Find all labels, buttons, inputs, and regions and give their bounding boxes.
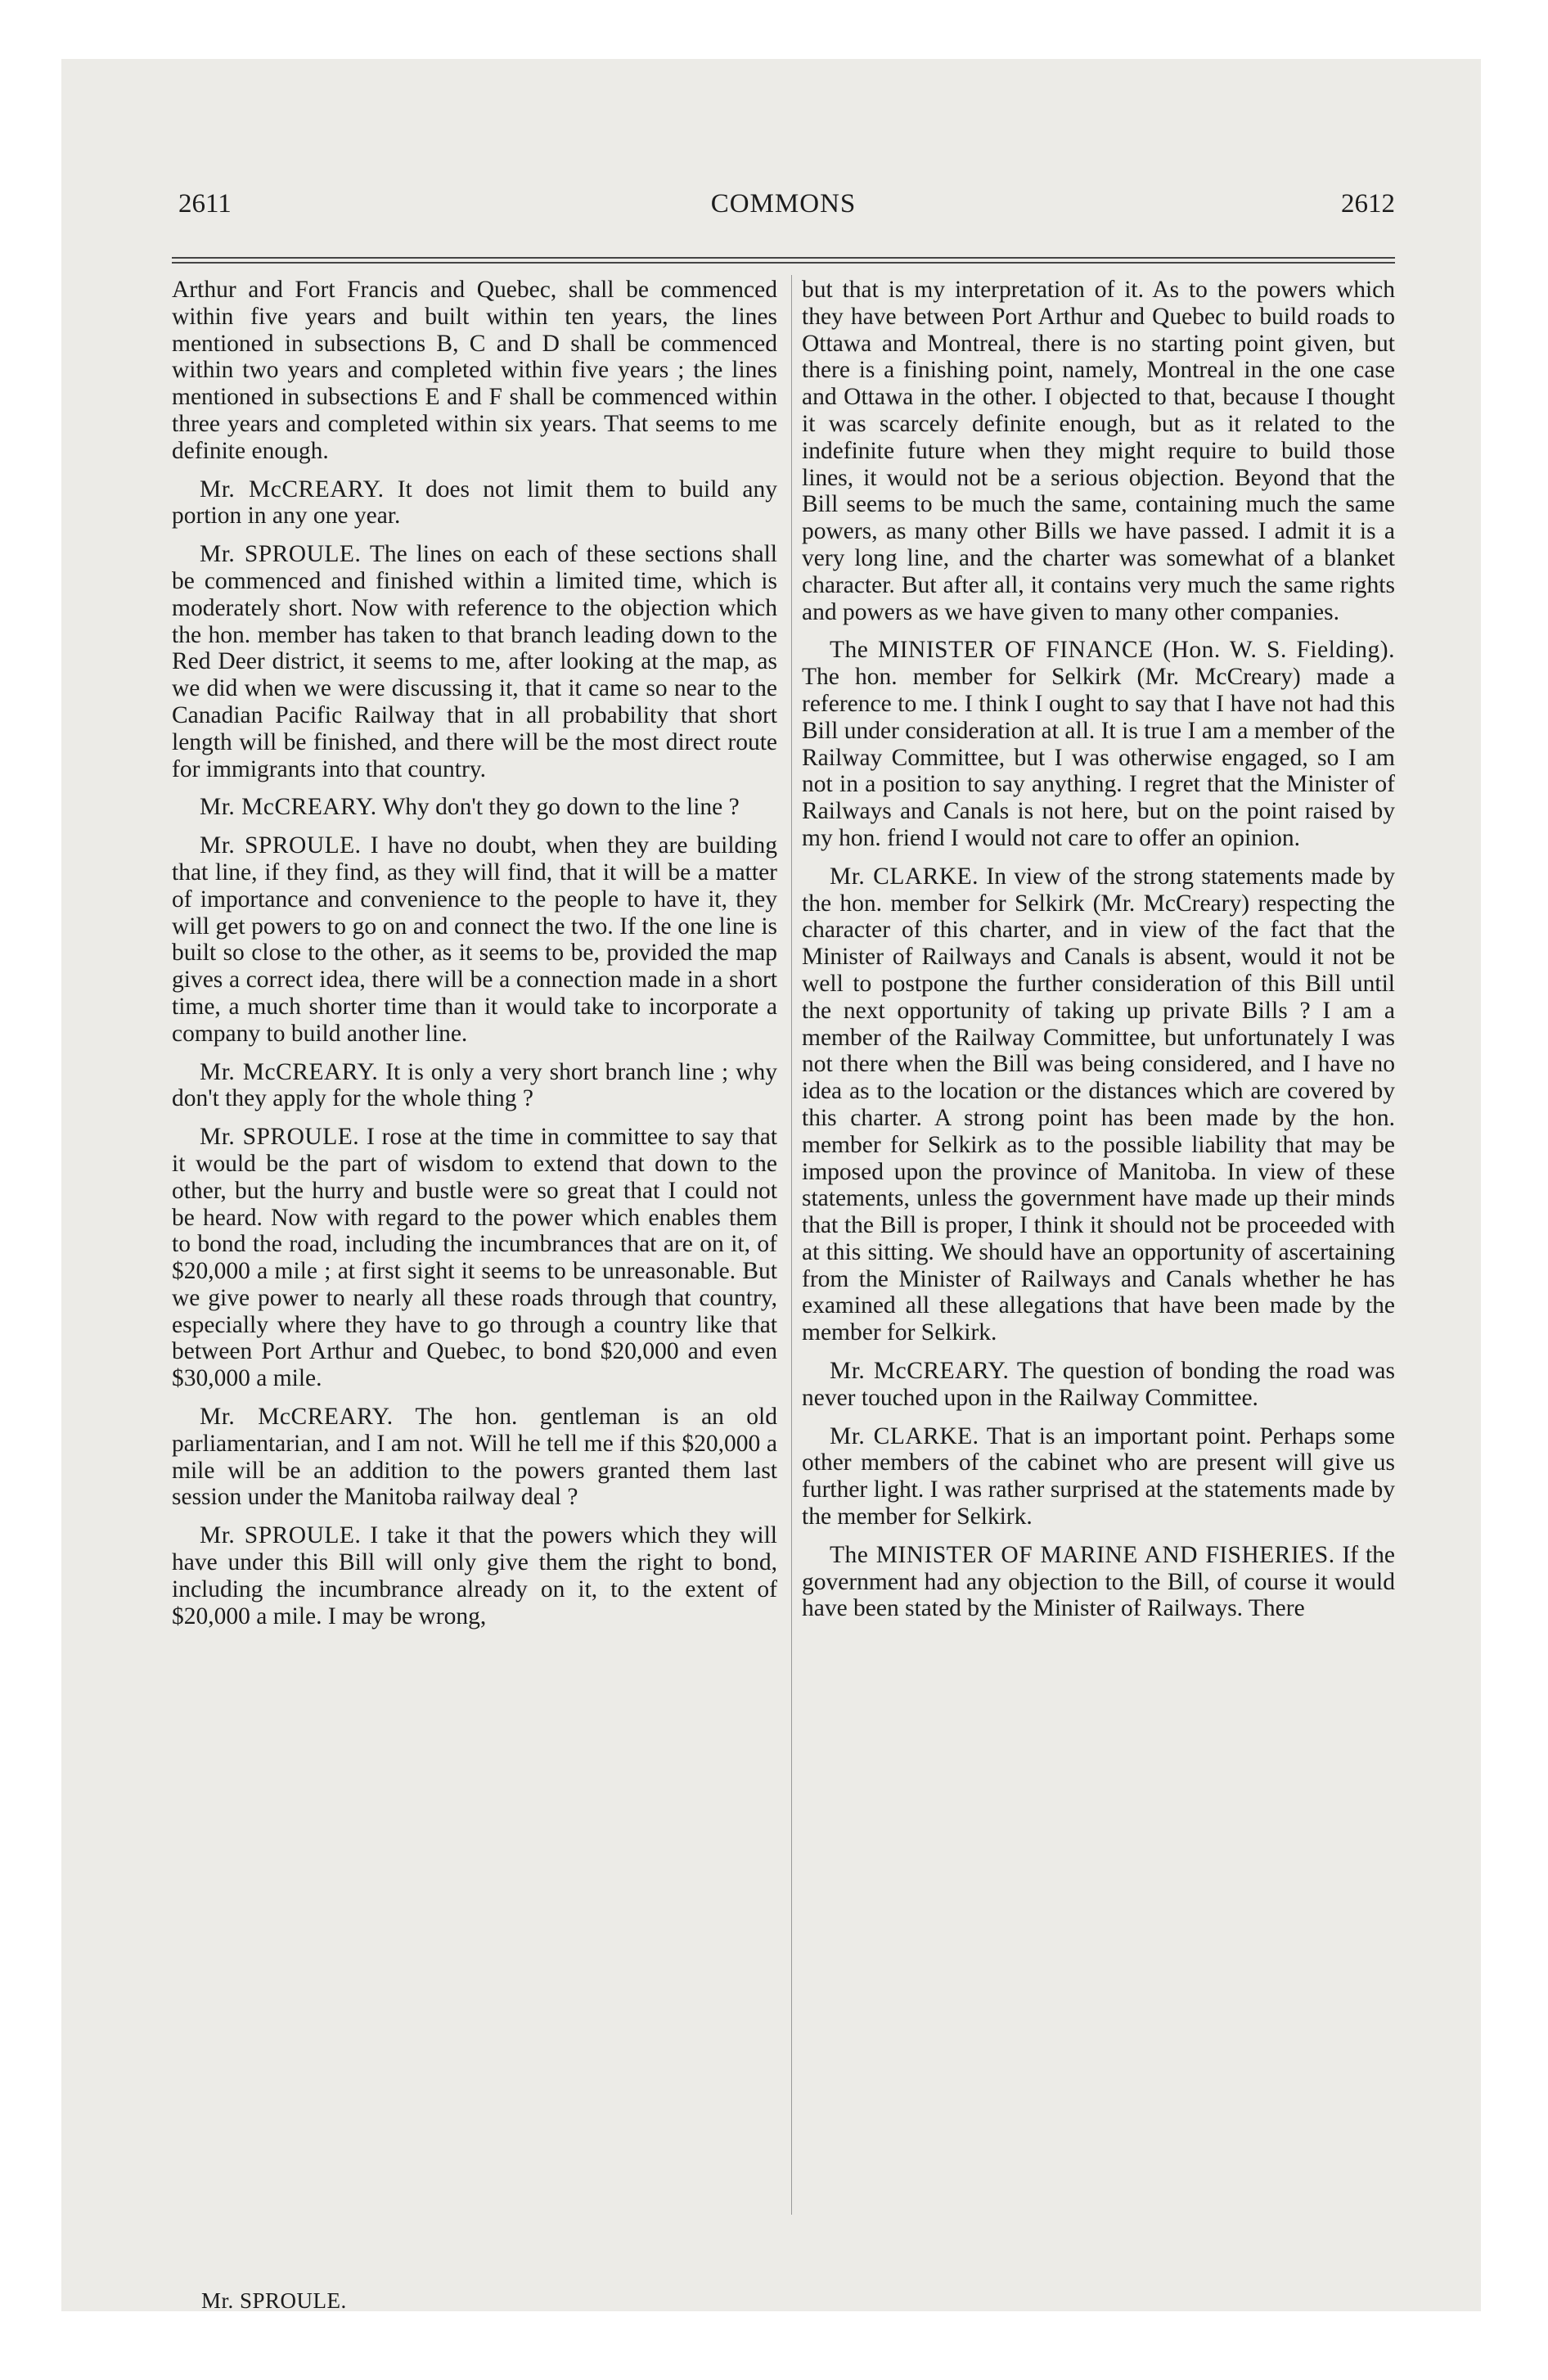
speaker-name: Mr. McCREARY. [200,1404,394,1431]
speaker-name: Mr. McCREARY. [200,794,377,821]
header-rule-top [172,257,1395,259]
paragraph [802,1358,1395,1412]
paragraph [802,1542,1395,1622]
paragraph [172,1059,777,1113]
paragraph-text: In view of the strong statements made by the hon. member for Selkirk (Mr. McCreary) respecting the character of this charter, and in view of the fact that the Minister of Railways and Canals is absent, would it not be well to postpone the further consideration of this Bill until the next opportunity of taking up private Bills ? I am a member of the Railway Committee, but unfortunately I was not there when the Bill was being considered, and I have no idea as to the location or the distances which are covered by this charter. A strong point has been made by the hon. member for Selkirk as to the possible liability that may be imposed upon the province of Manitoba. In view of these statements, unless the government have made up their minds that the Bill is proper, I think it should not be proceeded with at this sitting. We should have an opportunity of ascertaining from the Minister of Railways and Canals whether he has examined all these allegations that have been made by the member for Selkirk. [802,863,1395,1346]
speaker-name: Mr. SPROULE. [200,541,362,568]
column-divider [791,275,792,2215]
paragraph [172,277,777,465]
paragraph [172,1522,777,1629]
left-page-number: 2611 [178,189,232,219]
speaker-name: Mr. CLARKE. [830,863,979,890]
paragraph-text: but that is my interpretation of it. As to the powers which they have between Port Arthur and Quebec to build roads to Ottawa and Montreal, there is no starting point given, but there is a finishing point, namely, Montreal in the one case and Ottawa in the other. I objected to that, because I thought it was scarcely definite enough, but as it related to the indefinite future when they might require to build those lines, it would not be a serious objection. Beyond that the Bill seems to be much the same, containing much the same powers, as many other Bills we have passed. I admit it is a very long line, and the charter was somewhat of a blanket character. But after all, it contains very much the same rights and powers as we have given to many other companies. [802,277,1395,625]
hansard-page [172,185,1395,2313]
paragraph-text: The lines on each of these sections shall be commenced and finished within a limited time, which is moderately short. Now with reference to the objection which the hon. member has taken to that branch leading down to the Red Deer district, it seems to me, after looking at the map, as we did when we were discussing it, that it came so near to the Canadian Pacific Railway that in all probability that short length will be finished, and there will be the most direct route for immigrants into that country. [172,541,777,782]
paragraph-text: That is an important point. Perhaps some other members of the cabinet who are present will give us further light. I was rather surprised at the statements made by the member for Selkirk. [802,1422,1395,1530]
speaker-name: The MINISTER OF FINANCE (Hon. W. S. Fielding). [830,637,1395,664]
paragraph [802,1423,1395,1530]
paragraph-text: Why don't they go down to the line ? [382,794,740,821]
header-rule-bottom [172,262,1395,264]
paragraph [802,637,1395,851]
paragraph [172,1404,777,1511]
paragraph-text: The question of bonding the road was never touched upon in the Railway Committee. [802,1358,1395,1411]
right-page-number: 2612 [1341,189,1395,219]
speaker-name: Mr. McCREARY. [200,1058,379,1085]
paragraph-text: I have no doubt, when they are building that line, if they find, as they will find, that it will be a matter of importance and convenience to the people to have it, they will get powers to go on and connect the two. If the one line is built so close to the other, as it seems to be, provided the map gives a correct idea, there will be a connection made in a short time, a much shorter time than it would take to incorporate a company to build another line. [172,832,777,1047]
catchword-footer: Mr. SPROULE. [201,2288,347,2313]
paragraph [172,794,777,821]
right-column [802,277,1395,1634]
paragraph [802,277,1395,625]
paragraph [172,476,777,530]
speaker-name: Mr. CLARKE. [830,1422,979,1449]
paragraph-text: Arthur and Fort Francis and Quebec, shall be commenced within five years and built within ten years, the lines mentioned in subsections B, C and D shall be commenced within two years and completed within five years ; the lines mentioned in subsections E and F shall be commenced within three years and completed within six years. That seems to me definite enough. [172,277,777,464]
paragraph-text: If the government had any objection to the Bill, of course it would have been stated by the Minister of Railways. There [802,1541,1395,1622]
speaker-name: Mr. SPROULE. [200,1124,360,1151]
running-title: COMMONS [710,189,857,219]
paragraph [802,863,1395,1346]
paragraph-text: It is only a very short branch line ; why don't they apply for the whole thing ? [172,1058,778,1112]
paragraph-text: I rose at the time in committee to say that it would be the part of wisdom to extend that down to the other, but the hurry and bustle were so great that I could not be heard. Now with regard to the power which enables them to bond the road, including the incumbrances that are on it, of $20,000 a mile ; at first sight it seems to be unreasonable. But we give power to nearly all these roads through that country, especially where they have to go through a country like that between Port Arthur and Quebec, to bond $20,000 and even $30,000 a mile. [172,1124,778,1392]
paragraph [172,832,777,1047]
paragraph-text: The hon. gentleman is an old parliamentarian, and I am not. Will he tell me if this $20,000 a mile will be an addition to the powers granted them last session under the Manitoba railway deal ? [172,1404,777,1511]
paragraph [172,1124,777,1392]
paragraph-text: The hon. member for Selkirk (Mr. McCreary) made a reference to me. I think I ought to say that I have not had this Bill under consideration at all. It is true I am a member of the Railway Committee, but I was otherwise engaged, so I am not in a position to say anything. I regret that the Minister of Railways and Canals is not here, but on the point raised by my hon. friend I would not care to offer an opinion. [802,664,1395,851]
left-column [172,277,777,1641]
speaker-name: Mr. McCREARY. [830,1358,1010,1385]
page-header [172,185,1395,223]
speaker-name: Mr. McCREARY. [200,476,385,503]
paragraph-text: It does not limit them to build any portion in any one year. [172,476,778,530]
speaker-name: The MINISTER OF MARINE AND FISHERIES. [830,1541,1335,1568]
speaker-name: Mr. SPROULE. [200,832,362,859]
paragraph [172,541,777,782]
speaker-name: Mr. SPROULE. [200,1522,362,1549]
paragraph-text: I take it that the powers which they will have under this Bill will only give them the right to bond, including the incumbrance already on it, to the extent of $20,000 a mile. I may be wrong, [172,1522,777,1629]
